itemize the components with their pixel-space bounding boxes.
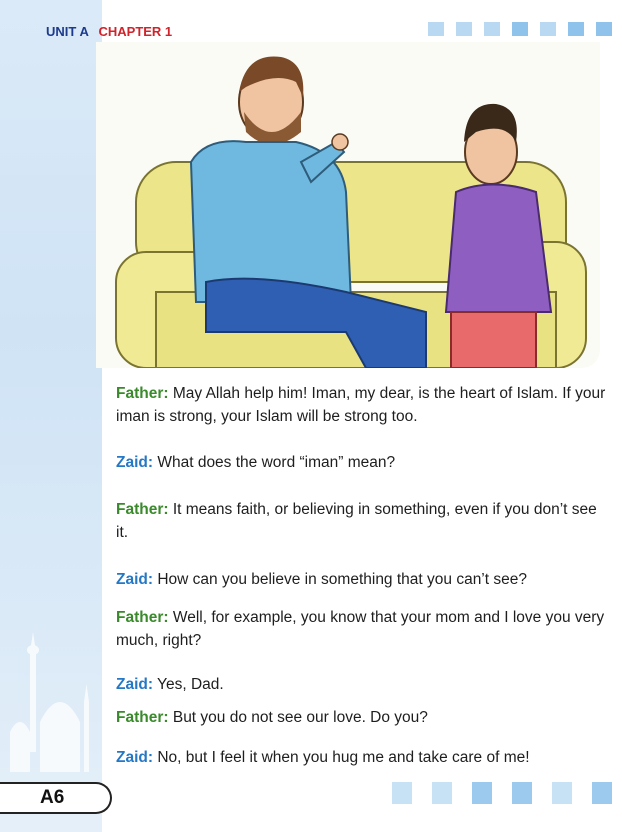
speaker-father: Father: [116, 385, 169, 402]
dialogue-line [116, 451, 608, 474]
dialogue-text: But you do not see our love. Do you? [168, 709, 428, 726]
page-number-tab [0, 782, 112, 814]
dialogue-text: Yes, Dad. [153, 676, 224, 693]
father-son-illustration [96, 42, 600, 368]
speaker-zaid: Zaid: [116, 676, 154, 693]
dialogue-text: How can you believe in something that you can’t see? [153, 571, 527, 588]
dialogue-line [116, 382, 608, 428]
chapter-label: CHAPTER 1 [98, 24, 173, 39]
dialogue-line [116, 568, 608, 591]
dialogue-line [116, 746, 608, 769]
dialogue-text: May Allah help him! Iman, my dear, is the heart of Islam. If your iman is strong, your Islam will be strong too. [116, 385, 606, 425]
dialogue-line [116, 673, 608, 696]
unit-label: UNIT A [46, 24, 89, 39]
dialogue-line [116, 606, 608, 652]
speaker-father: Father: [116, 709, 169, 726]
speaker-father: Father: [116, 609, 169, 626]
speaker-zaid: Zaid: [116, 454, 154, 471]
unit-chapter-header [46, 24, 172, 39]
dialogue-text: What does the word “iman” mean? [153, 454, 396, 471]
speaker-zaid: Zaid: [116, 571, 154, 588]
dialogue-line [116, 498, 608, 544]
top-decorative-squares [428, 22, 612, 36]
speaker-father: Father: [116, 501, 169, 518]
dialogue-text: No, but I feel it when you hug me and take care of me! [153, 749, 530, 766]
bottom-decorative-squares [392, 782, 612, 804]
dialogue-text: Well, for example, you know that your mom and I love you very much, right? [116, 609, 605, 649]
page-number: A6 [40, 787, 65, 808]
mosque-silhouette-icon [0, 622, 102, 792]
decorative-sidebar [0, 0, 102, 832]
dialogue-line [116, 706, 608, 729]
speaker-zaid: Zaid: [116, 749, 154, 766]
dialogue-text: It means faith, or believing in something, even if you don’t see it. [116, 501, 597, 541]
father-and-son-on-couch-icon [96, 42, 600, 368]
